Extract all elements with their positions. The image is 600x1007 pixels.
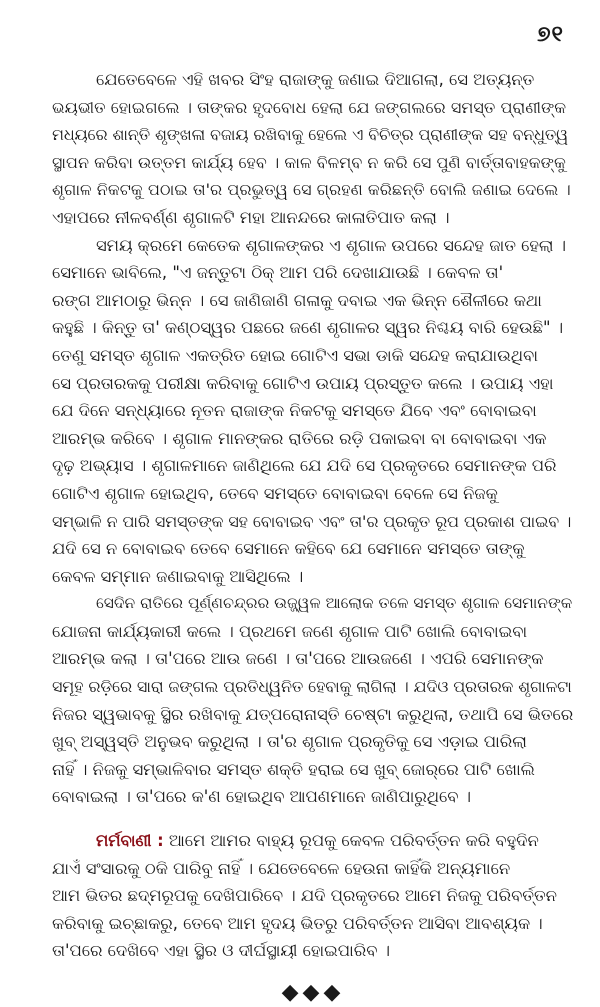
text-line: ଶୃଗାଳ ନିକଟକୁ ପଠାଇ ତା'ର ପ୍ରଭୁତ୍ୱ ସେ ଗ୍ରହଣ କରିଛନ୍ତି ବୋଲି ଜଣାଇ ଦେଲେ । — [52, 180, 571, 200]
text-line: ସେମାନେ ଭାବିଲେ, "ଏ ଜନ୍ତୁଟା ଠିକ୍ ଆମ ପରି ଦେଖାଯାଉଛି । କେବଳ ତା' — [52, 263, 504, 283]
text-line: ଖୁବ୍ ଅସ୍ୱସ୍ତି ଅନୁଭବ କରୁଥିଲା । ତା'ର ଶୃଗାଳ ପ୍ରକୃତିକୁ ସେ ଏଡ଼ାଇ ପାରିଲା — [52, 732, 527, 752]
text-line: ସ୍ଥାପନ କରିବା ଉତ୍ତମ କାର୍ଯ୍ୟ ହେବ । କାଳ ବିଳମ୍ବ ନ କରି ସେ ପୁଣି ବାର୍ତ୍ତାବାହକଙ୍କୁ — [52, 152, 566, 172]
text-line: ସମୟ କ୍ରମେ କେତେକ ଶୃଗାଳଙ୍କର ଏ ଶୃଗାଳ ଉପରେ ସନ୍ଦେହ ଜାତ ହେଲା । — [96, 235, 567, 255]
paragraph-1 — [52, 66, 574, 232]
diamond-ornament: ◆◆◆ — [281, 980, 345, 1005]
text-line: ବୋବାଇଲା । ତା'ପରେ କ'ଣ ହୋଇଥିବ ଆପଣମାନେ ଜାଣିପାରୁଥିବେ । — [52, 787, 472, 807]
moral-first-line-text: ଆମେ ଆମର ବାହ୍ୟ ରୂପକୁ କେବଳ ପରିବର୍ତ୍ତନ କରି ବହୁଦିନ — [163, 831, 539, 851]
text-line: ଆରମ୍ଭ କଲା । ତା'ପରେ ଆଉ ଜଣେ । ତା'ପରେ ଆଉଜଣେ । ଏପରି ସେମାନଙ୍କ — [52, 649, 544, 669]
moral-line: ଆମ ଭିତର ଛଦ୍ମରୂପକୁ ଦେଖିପାରିବେ । ଯଦି ପ୍ରକୃତରେ ଆମେ ନିଜକୁ ପରିବର୍ତ୍ତନ — [52, 886, 557, 906]
text-line: କହୁଛି । କିନ୍ତୁ ତା' କଣ୍ଠସ୍ୱର ପଛରେ ଜଣେ ଶୃଗାଳର ସ୍ୱର ନିଶ୍ଚୟ ବାରି ହେଉଛି" । — [52, 318, 564, 338]
text-line: ତେଣୁ ସମସ୍ତ ଶୃଗାଳ ଏକତ୍ରିତ ହୋଇ ଗୋଟିଏ ସଭା ଡାକି ସନ୍ଦେହ କରାଯାଉଥିବା — [52, 345, 538, 365]
story-text — [52, 66, 574, 1007]
moral-section — [52, 827, 574, 965]
paragraph-3 — [52, 590, 574, 811]
paragraph-2 — [52, 232, 574, 591]
text-line: ରଙ୍ଗ ଆମଠାରୁ ଭିନ୍ନ । ସେ ଜାଣିଜାଣି ଗଳାକୁ ଦବାଇ ଏକ ଭିନ୍ନ ଶୈଳୀରେ କଥା — [52, 290, 542, 310]
text-line: ଯେତେବେଳେ ଏହି ଖବର ସିଂହ ରାଜାଙ୍କୁ ଜଣାଇ ଦିଆଗଲା, ସେ ଅତ୍ୟନ୍ତ — [96, 70, 535, 89]
moral-line: କରିବାକୁ ଇଚ୍ଛାକରୁ, ତେବେ ଆମ ହୃଦୟ ଭିତରୁ ପରିବର୍ତ୍ତନ ଆସିବା ଆବଶ୍ୟକ । — [52, 913, 543, 933]
text-line: ସେଦିନ ରାତିରେ ପୂର୍ଣ୍ଣଚନ୍ଦ୍ରର ଉଜ୍ଜ୍ୱଳ ଆଲୋକ ତଳେ ସମସ୍ତ ଶୃଗାଳ ସେମାନଙ୍କ — [96, 594, 573, 613]
text-line: ଯଦି ସେ ନ ବୋବାଇବ ତେବେ ସେମାନେ କହିବେ ଯେ ସେମାନେ ସମସ୍ତେ ତାଙ୍କୁ — [52, 539, 525, 559]
moral-line: ତା'ପରେ ଦେଖିବେ ଏହା ସ୍ଥିର ଓ ଦୀର୍ଘସ୍ଥାୟୀ ହୋଇପାରିବ । — [52, 941, 390, 961]
moral-line: ଯାଏଁ ସଂସାରକୁ ଠକି ପାରିବୁ ନାହିଁ । ଯେତେବେଳେ ହେଉନା କାହିଁକି ଅନ୍ୟମାନେ — [52, 858, 511, 878]
text-line: ଭୟଭୀତ ହୋଇଗଲେ । ତାଙ୍କର ହୃଦବୋଧ ହେଲା ଯେ ଜଙ୍ଗଲରେ ସମସ୍ତ ପ୍ରାଣୀଙ୍କ — [52, 97, 567, 117]
text-line: ଯେ ଦିନେ ସନ୍ଧ୍ୟାରେ ନୂତନ ରାଜାଙ୍କ ନିକଟକୁ ସମସ୍ତେ ଯିବେ ଏବଂ ବୋବାଇବା — [52, 401, 537, 421]
text-line: ମଧ୍ୟରେ ଶାନ୍ତି ଶୃଙ୍ଖଳା ବଜାୟ ରଖିବାକୁ ହେଲେ ଏ ବିଚିତ୍ର ପ୍ରାଣୀଙ୍କ ସହ ବନ୍ଧୁତ୍ୱ — [52, 125, 569, 145]
text-line: ଯୋଜନା କାର୍ଯ୍ୟକାରୀ କଲେ । ପ୍ରଥମେ ଜଣେ ଶୃଗାଳ ପାଟି ଖୋଲି ବୋବାଇବା — [52, 621, 528, 641]
text-line: ନିଜର ସ୍ୱଭାବକୁ ସ୍ଥିର ରଖିବାକୁ ଯତ୍ପରୋନାସ୍ତି ଚେଷ୍ଟା କରୁଥିଲା, ତଥାପି ସେ ଭିତରେ — [52, 704, 574, 724]
text-line: ଗୋଟିଏ ଶୃଗାଳ ହୋଇଥିବ, ତେବେ ସମସ୍ତେ ବୋବାଇବା ବେଳେ ସେ ନିଜକୁ — [52, 483, 498, 503]
text-line: ସମ୍ଭାଳି ନ ପାରି ସମସ୍ତଙ୍କ ସହ ବୋବାଇବ ଏବଂ ତା'ର ପ୍ରକୃତ ରୂପ ପ୍ରକାଶ ପାଇବ । — [52, 511, 572, 531]
text-line: ନାହିଁ । ନିଜକୁ ସମ୍ଭାଳିବାର ସମସ୍ତ ଶକ୍ତି ହରାଇ ସେ ଖୁବ୍ ଜୋର୍‌ରେ ପାଟି ଖୋଲି — [52, 759, 535, 779]
moral-label: ମର୍ମବାଣୀ : — [96, 831, 164, 851]
text-line: ଏହାପରେ ନୀଳବର୍ଣ୍ଣ ଶୃଗାଳଟି ମହା ଆନନ୍ଦରେ କାଳାତିପାତ କଲା । — [52, 207, 450, 227]
text-line: ସେ ପ୍ରତାରକକୁ ପରୀକ୍ଷା କରିବାକୁ ଗୋଟିଏ ଉପାୟ ପ୍ରସ୍ତୁତ କଲେ । ଉପାୟ ଏହା — [52, 373, 554, 393]
page-number: ୭୧ — [537, 22, 564, 47]
text-line: ସମୂହ ରଡ଼ିରେ ସାରା ଜଙ୍ଗଲ ପ୍ରତିଧ୍ୱନିତ ହେବାକୁ ଲାଗିଲା । ଯଦିଓ ପ୍ରତାରକ ଶୃଗାଳଟା — [52, 677, 572, 697]
moral-first-line — [52, 827, 574, 855]
text-line: ଆରମ୍ଭ କରିବେ । ଶୃଗାଳ ମାନଙ୍କର ରାତିରେ ରଡ଼ି ପକାଇବା ବା ବୋବାଇବା ଏକ — [52, 428, 547, 448]
text-line: ଦୃଢ଼ ଅଭ୍ୟାସ । ଶୃଗାଳମାନେ ଜାଣିଥିଲେ ଯେ ଯଦି ସେ ପ୍ରକୃତରେ ସେମାନଙ୍କ ପରି — [52, 456, 557, 476]
text-line: କେବଳ ସମ୍ମାନ ଜଣାଇବାକୁ ଆସିଥିଲେ । — [52, 566, 304, 586]
